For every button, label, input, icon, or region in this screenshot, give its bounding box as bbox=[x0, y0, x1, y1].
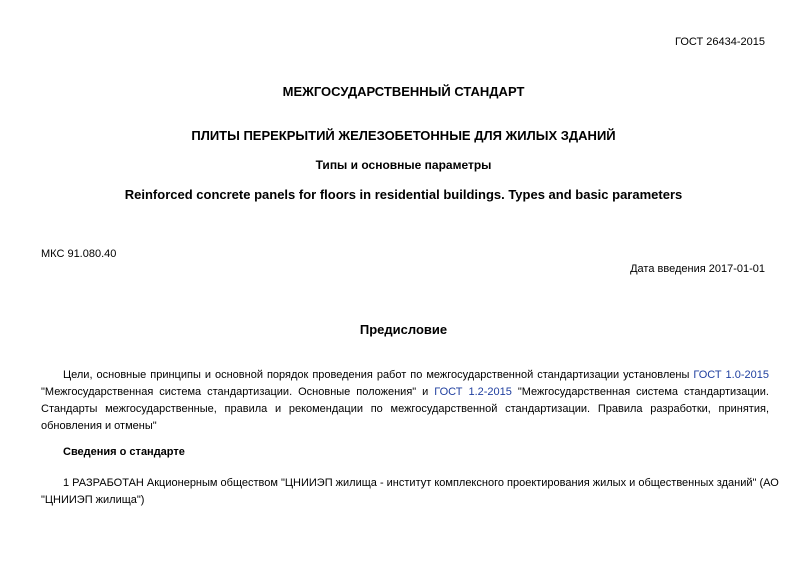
gost-1-2-link[interactable]: ГОСТ 1.2-2015 bbox=[434, 386, 512, 398]
preface-text-3: "Межгосударственная система стандартизации. Стандарты межгосударственные, правила и рекомендации по межгосударственной стандартизации. Правила разработки, принятия, обновления и отмены" bbox=[41, 386, 769, 432]
gost-1-0-link[interactable]: ГОСТ 1.0-2015 bbox=[693, 369, 769, 381]
standard-title-ru: ПЛИТЫ ПЕРЕКРЫТИЙ ЖЕЛЕЗОБЕТОННЫЕ ДЛЯ ЖИЛЫХ ЗДАНИЙ bbox=[191, 128, 616, 143]
standard-subtitle-ru: Типы и основные параметры bbox=[315, 158, 492, 172]
standard-info-heading: Сведения о стандарте bbox=[63, 446, 185, 458]
mks-code: МКС 91.080.40 bbox=[41, 248, 117, 260]
standard-title-en: Reinforced concrete panels for floors in residential buildings. Types and basic parameters bbox=[124, 187, 683, 202]
preface-text-2: "Межгосударственная система стандартизации. Основные положения" и bbox=[41, 386, 435, 398]
developer-item: 1 РАЗРАБОТАН Акционерным обществом "ЦНИИЭП жилища - институт комплексного проектирования жилых и общественных зданий" (АО "ЦНИИЭП жилища") bbox=[41, 477, 779, 506]
preface-paragraph bbox=[41, 367, 769, 435]
effective-date: Дата введения 2017-01-01 bbox=[630, 263, 765, 275]
preface-text-1: Цели, основные принципы и основной порядок проведения работ по межгосударственной стандартизации установлены bbox=[63, 369, 694, 381]
document-code: ГОСТ 26434-2015 bbox=[675, 36, 765, 48]
preface-heading: Предисловие bbox=[359, 322, 448, 337]
standard-type-heading: МЕЖГОСУДАРСТВЕННЫЙ СТАНДАРТ bbox=[282, 84, 525, 99]
